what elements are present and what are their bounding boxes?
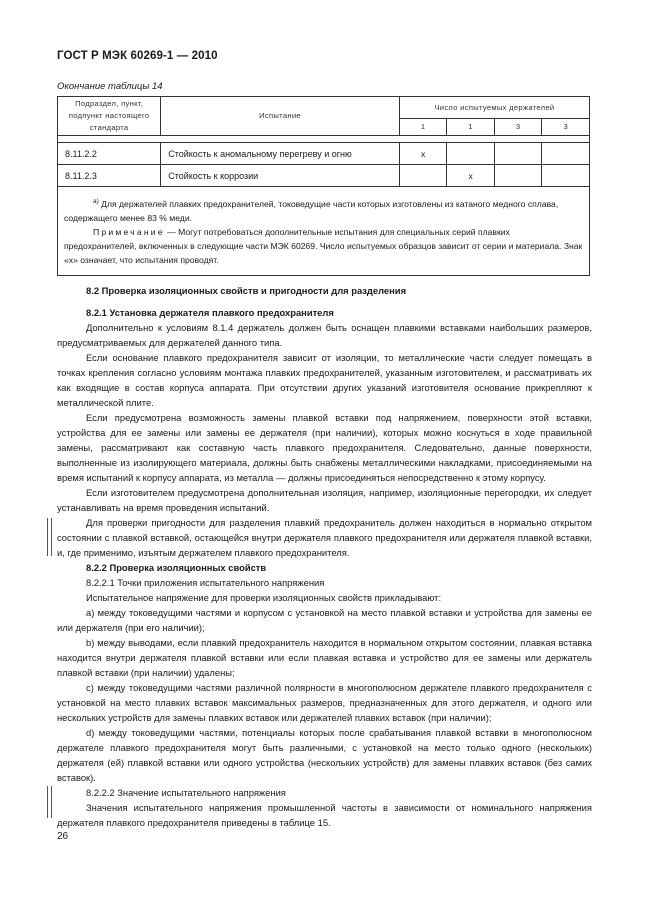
footnote: [64, 195, 583, 225]
count-cell: 3: [542, 119, 590, 136]
count-cell: 1: [399, 119, 447, 136]
paragraph: Значения испытательного напряжения промышленной частоты в зависимости от номинального напряжения держателя плавкого предохранителя приведены в таблице 15.: [57, 802, 592, 828]
list-item: d) между токоведущими частями, потенциалы которых после срабатывания плавкой вставки в многополюсном держателе плавкого предохранителя могут быть различными, с установкой на место только одного (нескольких) держателя (ей) плавкой вставки или одного устройства (нескольких устройств) для замены плавких вставок (без самих вставок).: [57, 727, 592, 783]
col-header-count: Число испытуемых держателей: [399, 97, 589, 119]
footnote-text: Для держателей плавких предохранителей, токоведущие части которых изготовлены из катаного медного сплава, содержащего менее 83 % меди.: [64, 198, 559, 223]
test-cell: Стойкость к аномальному перегреву и огню: [161, 143, 400, 165]
document-header: ГОСТ Р МЭК 60269-1 — 2010: [57, 50, 218, 62]
col-header-test: Испытание: [161, 97, 400, 136]
test-table: [57, 96, 590, 276]
section-cell: 8.11.2.3: [58, 165, 161, 187]
section-heading: 8.2 Проверка изоляционных свойств и пригодности для разделения: [86, 285, 407, 296]
paragraph: Если основание плавкого предохранителя зависит от изоляции, то металлические части следует помещать в точках крепления согласно условиям монтажа плавких предохранителей, указанным изготовителем, и рассматривать их как входящие в состав корпуса аппарата. При отсутствии других указаний изготовителя основание прикрепляют к металлической плите.: [57, 352, 592, 408]
col-header-section: Подраздел, пункт, подпункт настоящего стандарта: [58, 97, 161, 136]
paragraph: Если предусмотрена возможность замены плавкой вставки под напряжением, поверхности этой вставки, устройства для ее замены или замены ее держателя (при наличии), которых можно коснуться в ходе правильной замены, рассматривают как составную часть плавкого предохранителя. Следовательно, данные поверхности, выполненные из изолирующего материала, должны быть снабжены металлическими накладками, присоединяемыми на время испытаний к корпусу аппарата, из металла — должны присоединяться непосредственно к этому корпусу.: [57, 412, 592, 483]
paragraph: Испытательное напряжение для проверки изоляционных свойств прикладывают:: [86, 592, 442, 603]
list-item: a) между токоведущими частями и корпусом с установкой на место плавкой вставки и устройства для замены ее или держателя (при его наличии);: [57, 607, 592, 633]
subsection-heading: 8.2.2 Проверка изоляционных свойств: [86, 562, 267, 573]
count-cell: 1: [447, 119, 495, 136]
mark-cell: x: [447, 165, 495, 187]
note-text: — Могут потребоваться дополнительные испытания для специальных серий плавких предохранителей, включенных в следующие части МЭК 60269. Число испытуемых образцов зависит от серии и материала. Знак «x» означает, что испытания проводят.: [64, 226, 583, 265]
clause-heading: 8.2.2.1 Точки приложения испытательного напряжения: [86, 577, 325, 588]
mark-cell: [542, 165, 590, 187]
clause-heading: 8.2.2.2 Значение испытательного напряжения: [86, 787, 286, 798]
mark-cell: [494, 143, 542, 165]
paragraph: Дополнительно к условиям 8.1.4 держатель должен быть оснащен плавкими вставками наибольших размеров, предусматриваемых для держателей данного типа.: [57, 322, 592, 348]
note-label: Примечание: [93, 226, 165, 237]
page-number: 26: [57, 831, 69, 842]
table-notes: [58, 187, 590, 276]
paragraph: Для проверки пригодности для разделения плавкий предохранитель должен находиться в нормально открытом состоянии с плавкой вставкой, остающейся внутри держателя плавкого предохранителя или держателя плавкой вставки, и, где применимо, изъятым держателем плавкого предохранителя.: [57, 517, 592, 558]
mark-cell: [494, 165, 542, 187]
table-row: [58, 165, 590, 187]
table-caption: Окончание таблицы 14: [57, 81, 163, 92]
list-item: b) между выводами, если плавкий предохранитель находится в нормальном открытом состоянии, плавкая вставка находится внутри держателя плавкой вставки или если плавкая вставка и устройство для ее замены или держатель плавкой вставки (при наличии) удалены;: [57, 637, 592, 678]
main-text: [57, 283, 592, 830]
list-item: c) между токоведущими частями различной полярности в многополюсном держателе плавкого предохранителя с установкой на место плавких вставок максимальных размеров, предназначенных для этого держателя, и одного или нескольких устройств для замены плавких вставок или держателей плавких вставок (при наличии);: [57, 682, 592, 723]
footnote-mark: а): [93, 198, 99, 205]
table-row: [58, 143, 590, 165]
mark-cell: [447, 143, 495, 165]
change-bar: [47, 786, 52, 818]
section-cell: 8.11.2.2: [58, 143, 161, 165]
mark-cell: [399, 165, 447, 187]
paragraph: Если изготовителем предусмотрена дополнительная изоляция, например, изоляционные перегородки, их следует устанавливать на время проведения испытаний.: [57, 487, 592, 513]
subsection-heading: 8.2.1 Установка держателя плавкого предохранителя: [86, 307, 334, 318]
table-note: [64, 225, 583, 267]
change-bar: [47, 518, 52, 556]
mark-cell: [542, 143, 590, 165]
count-cell: 3: [494, 119, 542, 136]
mark-cell: x: [399, 143, 447, 165]
test-cell: Стойкость к коррозии: [161, 165, 400, 187]
